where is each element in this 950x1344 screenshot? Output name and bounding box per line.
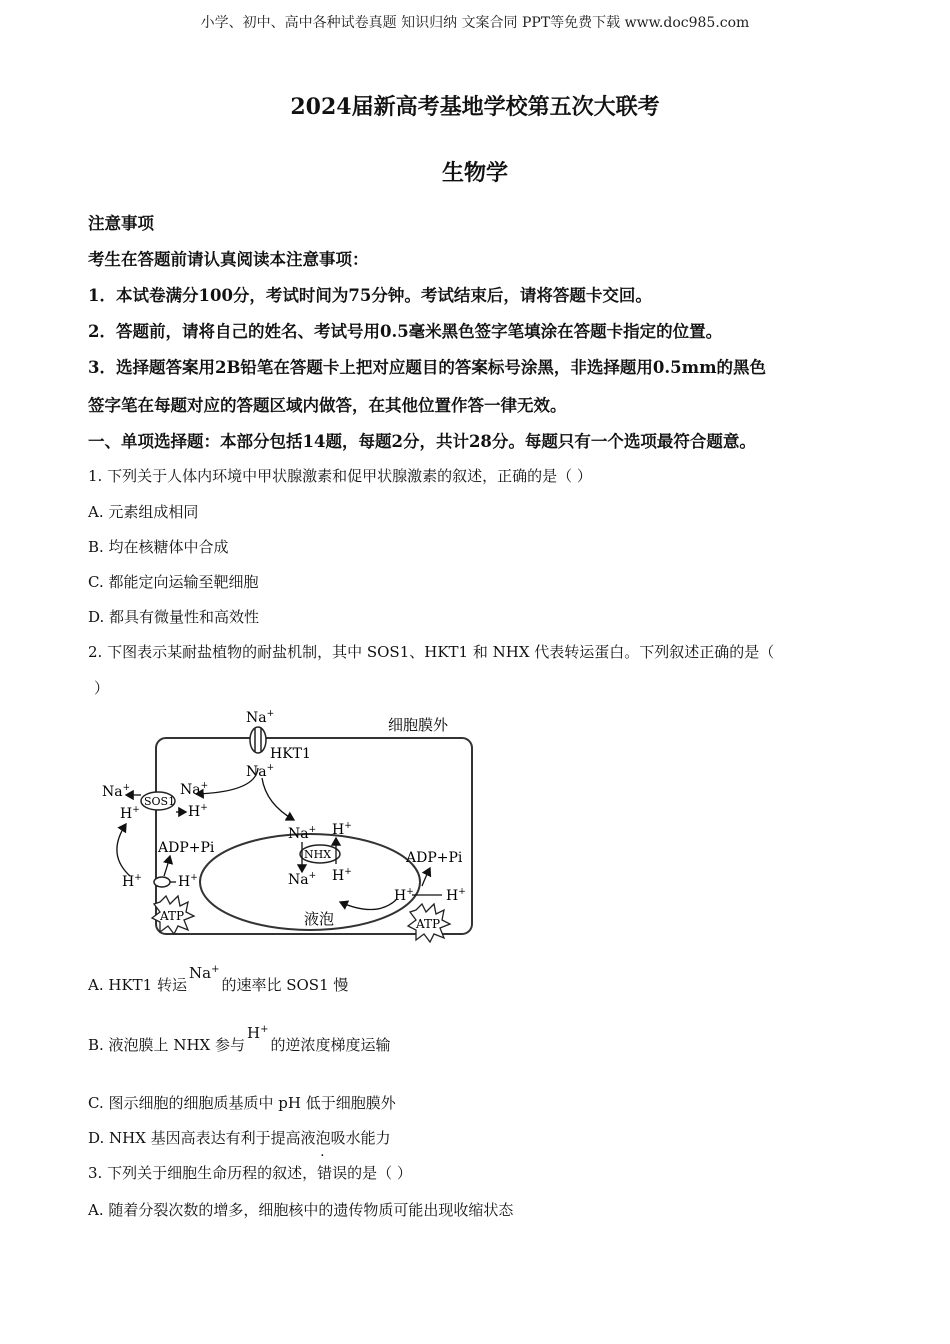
adp-pi-right: ADP+Pi bbox=[406, 850, 463, 866]
na-inside-sos1: Na+ bbox=[180, 781, 209, 798]
sos1-label: SOS1 bbox=[144, 795, 176, 808]
outside-label: 细胞膜外 bbox=[388, 716, 449, 734]
salt-tolerance-diagram bbox=[96, 704, 486, 944]
adp-pi-left: ADP+Pi bbox=[158, 840, 215, 856]
exam-title: 2024届新高考基地学校第五次大联考 bbox=[290, 94, 660, 120]
h-ion-formula: H+ bbox=[246, 1024, 269, 1042]
notes-item-3b: 签字笔在每题对应的答题区域内做答，在其他位置作答一律无效。 bbox=[88, 396, 567, 415]
q2-option-d: D. NHX 基因高表达有利于提高液泡吸水能力 bbox=[88, 1129, 391, 1147]
hkt1-label: HKT1 bbox=[270, 746, 311, 762]
q1-option-d: D. 都具有微量性和高效性 bbox=[88, 608, 260, 626]
q2-option-c: C. 图示细胞的细胞质基质中 pH 低于细胞膜外 bbox=[88, 1094, 396, 1112]
vacuole-label: 液泡 bbox=[304, 910, 335, 928]
na-in-vacuole: Na+ bbox=[288, 871, 317, 888]
q1-option-c: C. 都能定向运输至靶细胞 bbox=[88, 573, 259, 591]
h-left-pump: H+ bbox=[122, 873, 142, 890]
section-heading: 一、单项选择题：本部分包括14题，每题2分，共计28分。每题只有一个选项最符合题意。 bbox=[88, 432, 756, 451]
emphasis-word: 错误 bbox=[317, 1164, 348, 1182]
notes-item-2: 2．答题前，请将自己的姓名、考试号用0.5毫米黑色签字笔填涂在答题卡指定的位置。 bbox=[88, 322, 723, 341]
notes-heading: 注意事项 bbox=[88, 214, 154, 233]
q3-option-a: A. 随着分裂次数的增多，细胞核中的遗传物质可能出现收缩状态 bbox=[88, 1201, 514, 1219]
q3-stem: 3. 下列关于细胞生命历程的叙述，错误的是（ ） bbox=[88, 1164, 412, 1182]
notes-intro: 考生在答题前请认真阅读本注意事项： bbox=[88, 250, 369, 269]
h-cytosol-right: H+ bbox=[446, 887, 466, 904]
h-vacuole-pump: H+ bbox=[394, 887, 414, 904]
na-top: Na+ bbox=[246, 709, 275, 726]
site-banner: 小学、初中、高中各种试卷真题 知识归纳 文案合同 PPT等免费下载 www.doc985.com bbox=[200, 15, 750, 31]
h-above-nhx: H+ bbox=[332, 821, 352, 838]
q2-option-a: A. HKT1 转运Na+的速率比 SOS1 慢 bbox=[88, 964, 349, 994]
q2-option-b: B. 液泡膜上 NHX 参与H+的逆浓度梯度运输 bbox=[88, 1024, 391, 1054]
cell-membrane bbox=[156, 738, 472, 934]
subject-title: 生物学 bbox=[441, 160, 508, 186]
q1-option-b: B. 均在核糖体中合成 bbox=[88, 538, 229, 556]
q2-stem: 2. 下图表示某耐盐植物的耐盐机制，其中 SOS1、HKT1 和 NHX 代表转运蛋白。下列叙述正确的是（ bbox=[88, 643, 775, 661]
q1-stem: 1. 下列关于人体内环境中甲状腺激素和促甲状腺激素的叙述，正确的是（ ） bbox=[88, 467, 592, 485]
na-outside-left: Na+ bbox=[102, 783, 131, 800]
na-above-nhx: Na+ bbox=[288, 825, 317, 842]
atp-right: ATP bbox=[416, 917, 441, 931]
hkt1-channel bbox=[250, 727, 266, 753]
h-cytosol-left: H+ bbox=[178, 873, 198, 890]
q2-stem-close: ） bbox=[94, 679, 110, 697]
na-ion-formula: Na+ bbox=[188, 964, 220, 982]
na-below-hkt1: Na+ bbox=[246, 763, 275, 780]
nhx-label: NHX bbox=[304, 848, 332, 861]
q1-option-a: A. 元素组成相同 bbox=[88, 503, 199, 521]
h-outside-left: H+ bbox=[120, 805, 140, 822]
notes-item-1: 1．本试卷满分100分，考试时间为75分钟。考试结束后，请将答题卡交回。 bbox=[88, 286, 652, 305]
h-inside-sos1: H+ bbox=[188, 803, 208, 820]
notes-item-3a: 3．选择题答案用2B铅笔在答题卡上把对应题目的答案标号涂黑，非选择题用0.5mm的黑色 bbox=[88, 358, 767, 377]
cell-proton-pump bbox=[154, 877, 170, 887]
h-below-nhx: H+ bbox=[332, 867, 352, 884]
atp-left: ATP bbox=[160, 909, 185, 923]
